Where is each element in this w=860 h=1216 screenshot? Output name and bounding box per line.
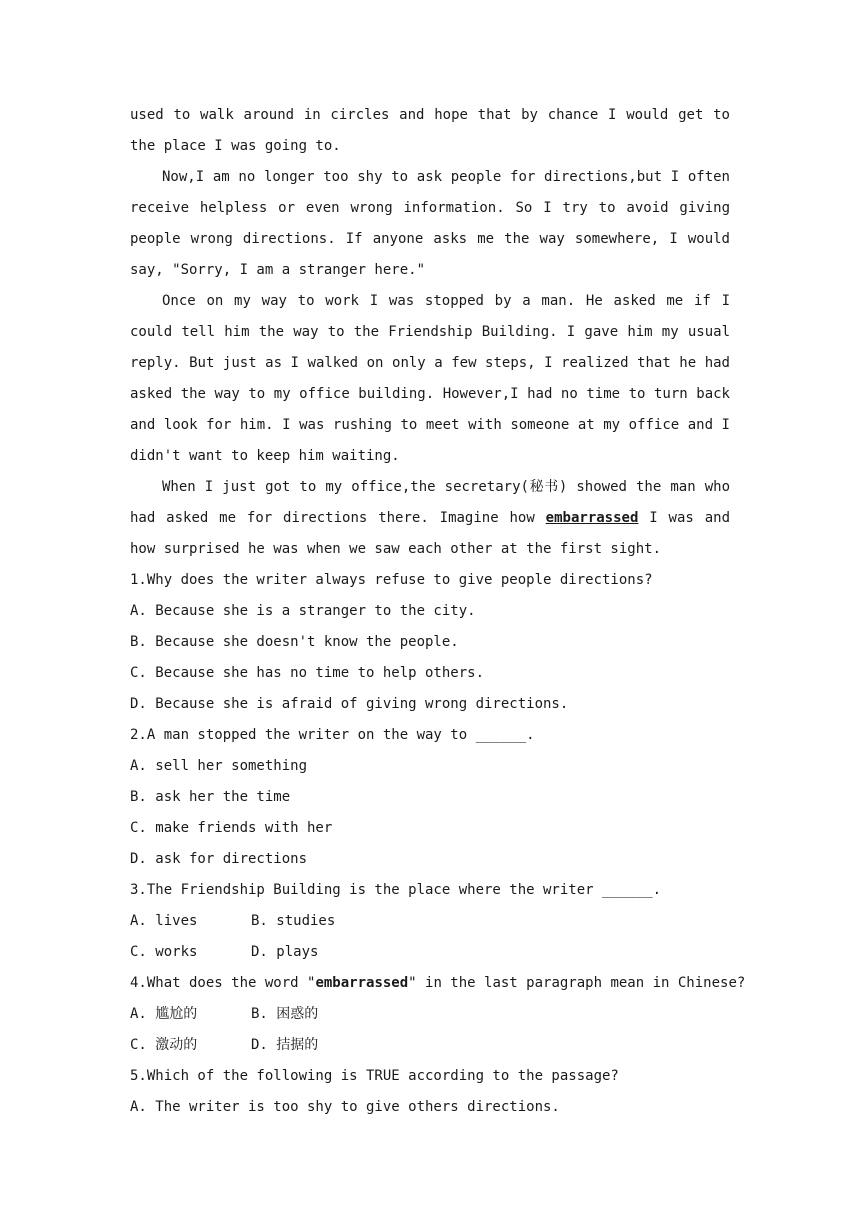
question-4-stem-before: 4.What does the word ": [130, 975, 316, 991]
question-2-stem: 2.A man stopped the writer on the way to ______.: [130, 727, 535, 743]
question-3-options-row-2: [130, 937, 730, 968]
question-3-option-b: B. studies: [251, 913, 336, 929]
passage-paragraph-continued: used to walk around in circles and hope that by chance I would get to the place I was going to.: [130, 107, 730, 154]
question-4-option-d: D. 拮据的: [251, 1037, 319, 1053]
passage-paragraph-4: [130, 472, 730, 565]
question-2-option-a: A. sell her something: [130, 758, 308, 774]
question-4-option-c: C. 激动的: [130, 1037, 198, 1053]
question-1-option-a: A. Because she is a stranger to the city.: [130, 603, 476, 619]
question-4-options-row-2: [130, 1030, 730, 1061]
question-2-option-b: B. ask her the time: [130, 789, 291, 805]
question-1-option-c: C. Because she has no time to help others.: [130, 665, 485, 681]
question-1-option-d: D. Because she is afraid of giving wrong directions.: [130, 696, 569, 712]
passage-p4-text-after: I was and how surprised he was when we saw each other at the first sight.: [130, 510, 730, 557]
passage-paragraph-3: Once on my way to work I was stopped by a man. He asked me if I could tell him the way to the Friendship Building. I gave him my usual reply. But just as I walked on only a few steps, I realized that he had asked the way to my office building. However,I had no time to turn back and look for him. I was rushing to meet with someone at my office and I didn't want to keep him waiting.: [130, 293, 730, 464]
question-4-option-a: A. 尴尬的: [130, 1006, 198, 1022]
question-4-options-row-1: [130, 999, 730, 1030]
question-2-option-c: C. make friends with her: [130, 820, 333, 836]
question-3-option-c: C. works: [130, 944, 198, 960]
document-content: [130, 100, 746, 1123]
question-3-options-row-1: [130, 906, 730, 937]
question-4-option-b: B. 困惑的: [251, 1006, 319, 1022]
question-3-option-a: A. lives: [130, 913, 198, 929]
question-1-option-b: B. Because she doesn't know the people.: [130, 634, 459, 650]
question-2-option-d: D. ask for directions: [130, 851, 308, 867]
keyword-embarrassed: embarrassed: [545, 510, 639, 526]
question-4-stem-after: " in the last paragraph mean in Chinese?: [408, 975, 746, 991]
passage-paragraph-2: Now,I am no longer too shy to ask people for directions,but I often receive helpless or even wrong information. So I try to avoid giving people wrong directions. If anyone asks me the way somewhere, I would say, "Sorry, I am a stranger here.": [130, 169, 730, 278]
question-4-keyword: embarrassed: [315, 975, 409, 991]
question-1-stem: 1.Why does the writer always refuse to give people directions?: [130, 572, 653, 588]
question-3-option-d: D. plays: [251, 944, 319, 960]
question-5-stem: 5.Which of the following is TRUE according to the passage?: [130, 1068, 619, 1084]
question-3-stem: 3.The Friendship Building is the place where the writer ______.: [130, 882, 662, 898]
question-4-stem: [130, 968, 746, 999]
question-5-option-a: A. The writer is too shy to give others directions.: [130, 1099, 560, 1115]
passage-p4-text-before: When I just got to my office,the secretary(秘书) showed the man who had asked me for directions there. Imagine how: [130, 479, 730, 526]
